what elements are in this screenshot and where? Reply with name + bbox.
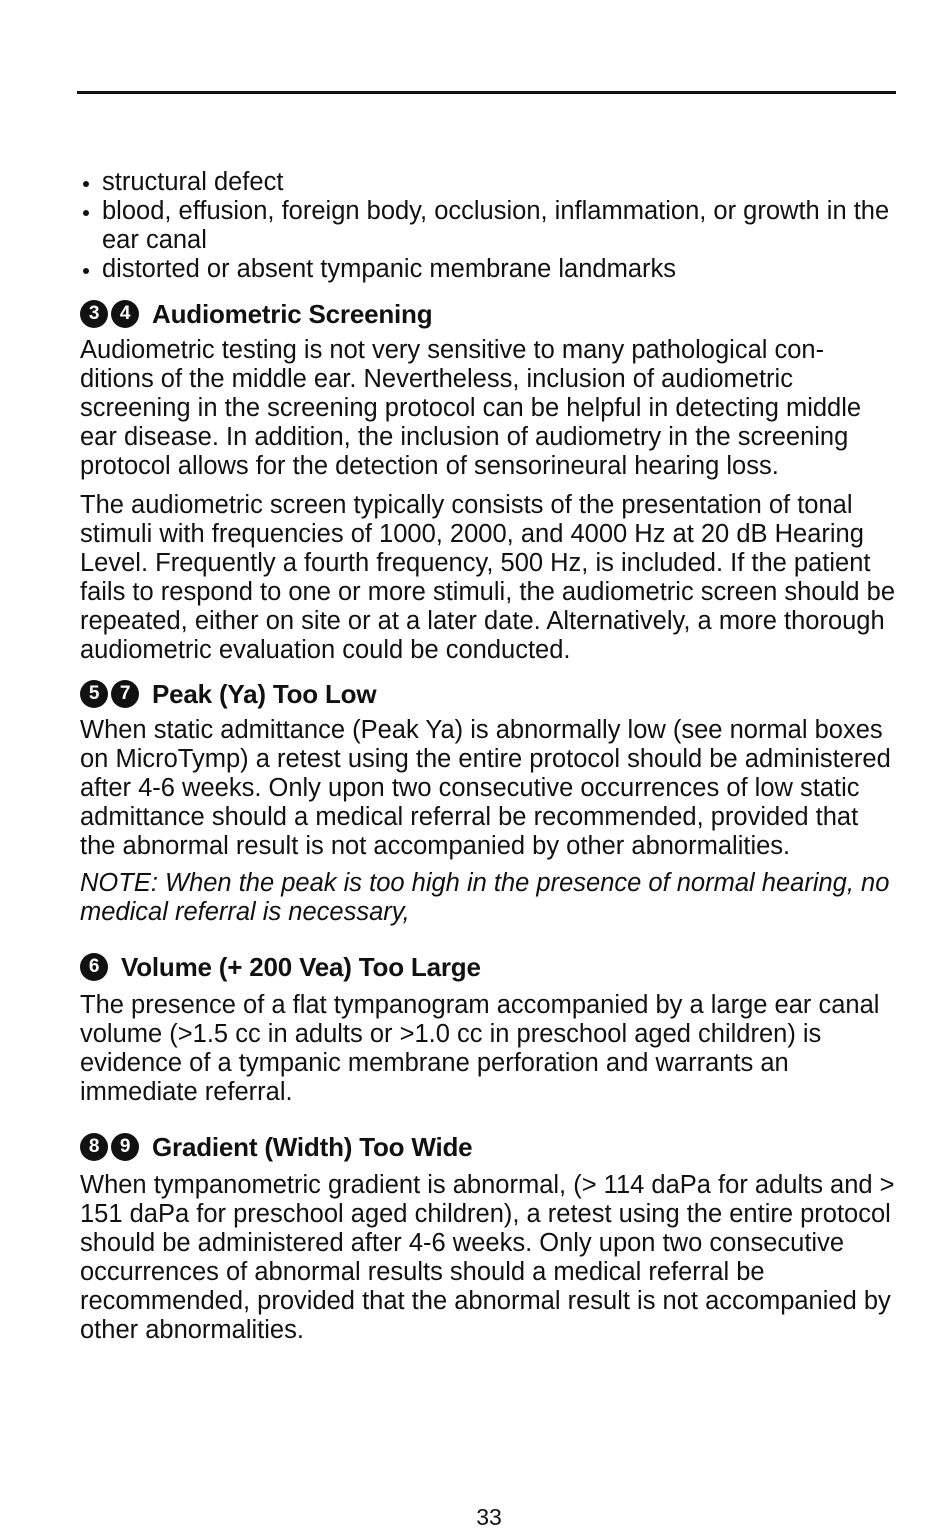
page-number: 33 <box>476 1504 502 1530</box>
step-badges <box>80 680 142 708</box>
step-badge: 3 <box>80 300 108 328</box>
step-badge: 8 <box>80 1133 108 1161</box>
section-audiometric-screening <box>80 298 896 665</box>
step-badge: 7 <box>111 680 139 708</box>
section-title: Volume (+ 200 Vea) Too Large <box>121 952 481 982</box>
paragraph: When static admittance (Peak Ya) is abnormally low (see normal boxes on MicroTymp) a retest using the entire protocol should be administered after 4-6 weeks. Only upon two consecutive occurrences of low static admittance should a medical referral be recommended, provided that the abnormal result is not accompanied by other abnormalities. <box>80 716 891 860</box>
step-badge: 6 <box>80 953 108 981</box>
section-volume-too-large <box>80 951 896 1107</box>
bullet-item: blood, effusion, foreign body, occlusion, inflammation, or growth in the ear canal <box>80 197 896 255</box>
page-content <box>80 168 896 1345</box>
section-title: Audiometric Screening <box>152 299 433 329</box>
section-peak-too-low <box>80 678 896 927</box>
step-badge: 5 <box>80 680 108 708</box>
bullet-item: distorted or absent tympanic membrane landmarks <box>80 255 896 284</box>
note-paragraph: NOTE: When the peak is too high in the presence of normal hearing, no medical referral is necessary, <box>80 869 890 926</box>
section-heading <box>80 678 896 710</box>
paragraph: The audiometric screen typically consists of the presentation of tonal stimuli with frequencies of 1000, 2000, and 4000 Hz at 20 dB Hearing Level. Frequently a fourth frequency, 500 Hz, is included. If the patient fails to respond to one or more stimuli, the audiometric screen should be repeated, either on site or at a later date. Alternatively, a more thorough audiometric evaluation could be conducted. <box>80 491 896 664</box>
paragraph: Audiometric testing is not very sensitive to many pathological con-ditions of the middle ear. Nevertheless, inclusion of audiometric screening in the screening protocol can be helpful in detecting middle ear disease. In addition, the inclusion of audiometry in the screening protocol allows for the detection of sensorineural hearing loss. <box>80 336 862 480</box>
section-heading <box>80 1131 896 1163</box>
step-badges <box>80 953 111 981</box>
step-badge: 4 <box>111 300 139 328</box>
step-badge: 9 <box>111 1133 139 1161</box>
step-badges <box>80 300 142 328</box>
section-gradient-too-wide <box>80 1131 896 1345</box>
bullet-item: structural defect <box>80 168 896 197</box>
bullet-list <box>80 168 896 284</box>
paragraph: When tympanometric gradient is abnormal, (> 114 daPa for adults and > 151 daPa for preschool aged children), a retest using the entire protocol should be administered after 4-6 weeks. Only upon two consecutive occurrences of abnormal results should a medical referral be recommended, provided that the abnormal result is not accompanied by other abnormalities. <box>80 1171 895 1344</box>
paragraph: The presence of a flat tympanogram accompanied by a large ear canal volume (>1.5 cc in adults or >1.0 cc in preschool aged children) is evidence of a tympanic membrane perforation and warrants an immediate referral. <box>80 991 880 1106</box>
section-title: Peak (Ya) Too Low <box>152 679 377 709</box>
step-badges <box>80 1133 142 1161</box>
section-heading <box>80 298 896 330</box>
top-rule <box>77 91 896 94</box>
section-heading <box>80 951 896 983</box>
section-title: Gradient (Width) Too Wide <box>152 1132 473 1162</box>
